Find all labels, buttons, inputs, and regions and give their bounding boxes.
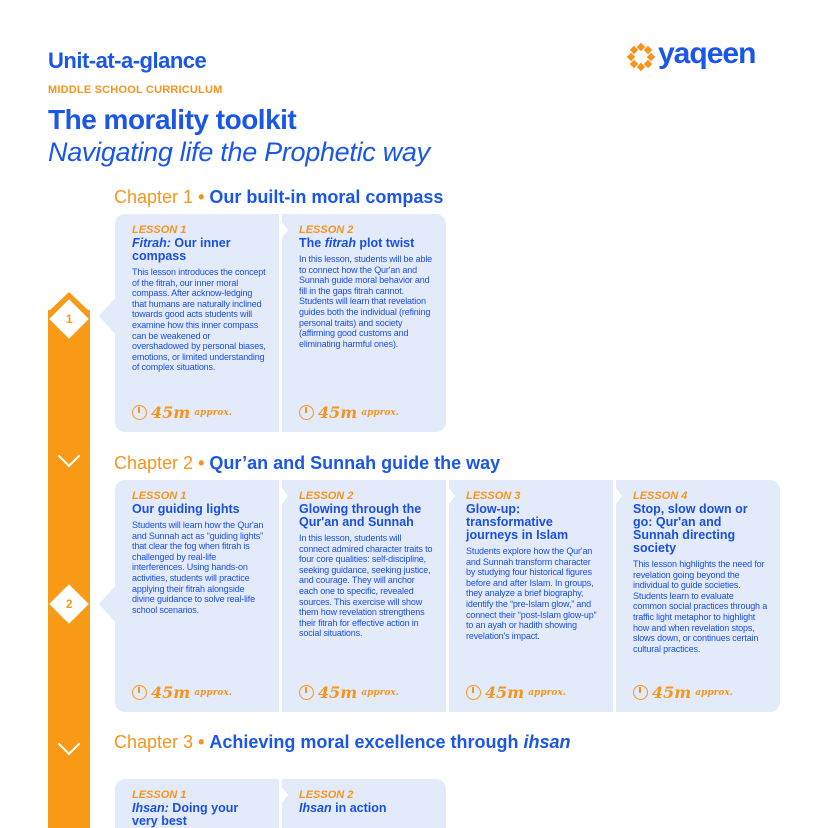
- lesson-duration: 45m approx.: [633, 683, 733, 702]
- lesson-title: Glowing through the Qur'an and Sunnah: [299, 502, 422, 529]
- lesson-card[interactable]: LESSON 1 Ihsan: Doing your very best: [115, 779, 279, 828]
- lesson-duration: 45m approx.: [132, 403, 232, 422]
- chapter-2-marker: 2: [49, 584, 89, 624]
- chapter-3-title: Chapter 3 • Achieving moral excellence through ihsan: [114, 732, 571, 752]
- lesson-card[interactable]: LESSON 1 Our guiding lights Students will learn how the Qur'an and Sunnah act as “guiding lights” that clear the fog when fitrah is challenged by real-life interferences. Using hands-on activities, students will practice applying their fitrah alongside divine guidance to solve real-life school scenarios. 45m approx.: [115, 480, 279, 712]
- lesson-description: In this lesson, students will connect admired character traits to four core qualities: self-discipline, seeking guidance, seeking justice, and courage. They will anchor each one to specific, revealed sources. This exercise will show them how revelation strengthens their fitrah for effective action in social situations.: [299, 533, 433, 639]
- logo-text: yaqeen: [658, 37, 756, 70]
- chapter-1-lessons: [115, 214, 446, 432]
- page-subtitle: Navigating life the Prophetic way: [48, 137, 430, 167]
- lesson-title: Stop, slow down or go: Qur'an and Sunnah directing society: [633, 502, 748, 555]
- clock-icon: [132, 405, 147, 420]
- lesson-duration: 45m approx.: [132, 683, 232, 702]
- lesson-description: This lesson introduces the concept of the fitrah, our inner moral compass. After acknow-ledging that humans are naturally inclined towards good acts students will examine how this inner compass can be weakened or overshadowed by personal biases, emotions, or limited understanding of complex situations.: [132, 267, 266, 373]
- yaqeen-star-mark-icon: [628, 44, 654, 70]
- yaqeen-logo: [628, 37, 756, 70]
- clock-icon: [299, 405, 314, 420]
- lesson-card[interactable]: LESSON 2 Ihsan in action: [282, 779, 446, 828]
- lesson-title: Fitrah: Our inner compass: [132, 236, 231, 263]
- lesson-title: Glow-up: transformative journeys in Islam: [466, 502, 569, 542]
- clock-icon: [633, 685, 648, 700]
- curriculum-label: MIDDLE SCHOOL CURRICULUM: [48, 84, 223, 96]
- lesson-title: Ihsan in action: [299, 801, 387, 815]
- lesson-title: Ihsan: Doing your very best: [132, 801, 239, 828]
- chapter-1-marker: 1: [49, 299, 89, 339]
- clock-icon: [299, 685, 314, 700]
- lesson-description: Students will learn how the Qur'an and Sunnah act as “guiding lights” that clear the fog when fitrah is challenged by real-life interferences. Using hands-on activities, students will practice applying their fitrah alongside divine guidance to solve real-life school scenarios.: [132, 520, 264, 615]
- lesson-duration: 45m approx.: [299, 683, 399, 702]
- lesson-title: The fitrah plot twist: [299, 236, 415, 250]
- lesson-description: In this lesson, students will be able to connect how the Qur'an and Sunnah guide moral behavior and fill in the gaps fitrah cannot. Students will learn that revelation guides both the individual (refining personal traits) and society (affirming good customs and eliminating harmful ones).: [299, 254, 433, 349]
- lesson-duration: 45m approx.: [299, 403, 399, 422]
- clock-icon: [132, 685, 147, 700]
- unit-label: Unit-at-a-glance: [48, 48, 207, 73]
- clock-icon: [466, 685, 481, 700]
- lesson-description: This lesson highlights the need for revelation going beyond the individual to guide societies. Students learn to evaluate common social practices through a traffic light metaphor to highlight how and when revelation stops, slows down, or continues certain cultural practices.: [633, 559, 768, 654]
- lesson-card[interactable]: LESSON 4 Stop, slow down or go: Qur'an and Sunnah directing society This lesson highlights the need for revelation going beyond the individual to guide societies. Students learn to evaluate common social practices through a traffic light metaphor to highlight how and when revelation stops, slows down, or continues certain cultural practices. 45m approx.: [616, 480, 780, 712]
- lesson-card[interactable]: LESSON 2 The fitrah plot twist In this lesson, students will be able to connect how the Qur'an and Sunnah guide moral behavior and fill in the gaps fitrah cannot. Students will learn that revelation guides both the individual (refining personal traits) and society (affirming good customs and eliminating harmful ones). 45m approx.: [282, 214, 446, 432]
- lesson-card[interactable]: LESSON 2 Glowing through the Qur'an and Sunnah In this lesson, students will connect admired character traits to four core qualities: self-discipline, seeking guidance, seeking justice, and courage. They will anchor each one to specific, revealed sources. This exercise will show them how revelation strengthens their fitrah for effective action in social situations. 45m approx.: [282, 480, 446, 712]
- lesson-description: Students explore how the Qur'an and Sunnah transform character by studying four historical figures before and after Islam. In groups, they analyze a brief biography, identify the “pre-Islam glow,” and connect their “post-Islam glow-up” to an ayah or hadith showing revelation's impact.: [466, 546, 597, 641]
- lesson-card[interactable]: LESSON 1 Fitrah: Our inner compass This lesson introduces the concept of the fitrah, our inner moral compass. After acknow-ledging that humans are naturally inclined towards good acts students will examine how this inner compass can be weakened or overshadowed by personal biases, emotions, or limited understanding of complex situations. 45m approx.: [115, 214, 279, 432]
- chapter-3-lessons: [115, 779, 446, 828]
- lesson-card[interactable]: LESSON 3 Glow-up: transformative journeys in Islam Students explore how the Qur'an and Sunnah transform character by studying four historical figures before and after Islam. In groups, they analyze a brief biography, identify the “pre-Islam glow,” and connect their “post-Islam glow-up” to an ayah or hadith showing revelation's impact. 45m approx.: [449, 480, 613, 712]
- lesson-duration: 45m approx.: [466, 683, 566, 702]
- chapter-2-lessons: [115, 480, 780, 712]
- chapter-1-title: Chapter 1 • Our built-in moral compass: [114, 187, 444, 207]
- page-title: The morality toolkit: [48, 104, 297, 135]
- lesson-title: Our guiding lights: [132, 502, 240, 516]
- chapter-2-title: Chapter 2 • Qur’an and Sunnah guide the way: [114, 453, 501, 473]
